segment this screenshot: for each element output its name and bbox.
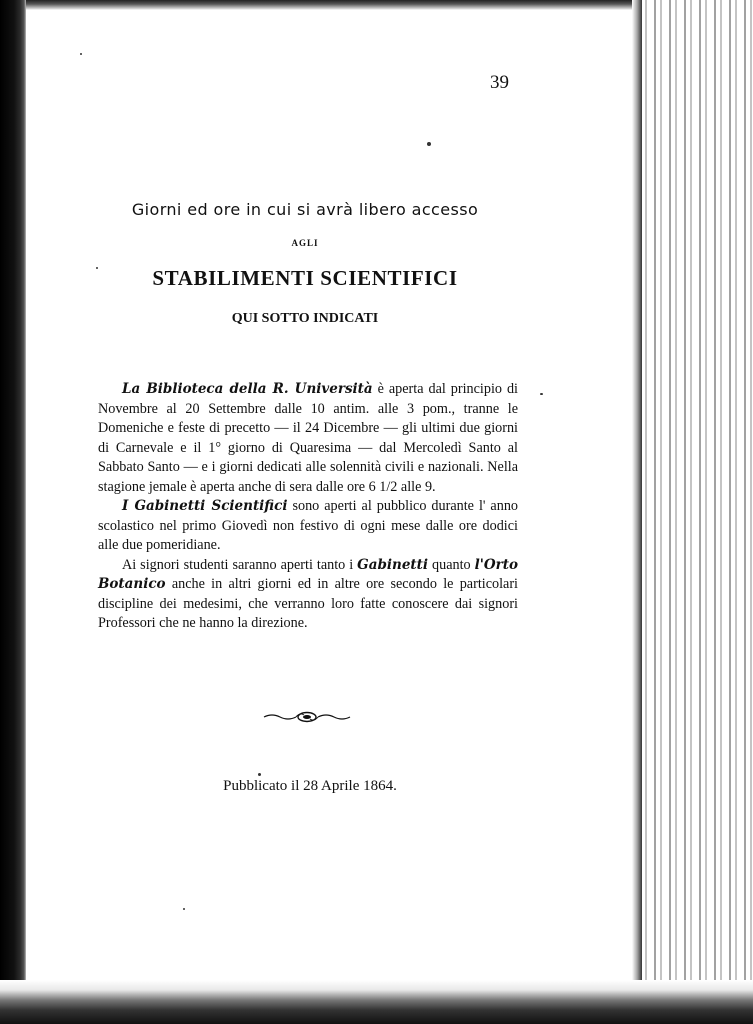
scan-speck xyxy=(183,908,185,910)
paragraph-text: quanto xyxy=(428,556,475,573)
scan-speck xyxy=(258,773,261,776)
paragraph-text: sono aperti al pubblico durante l' anno scolastico nel primo Giovedì non festivo di ogni mese dalle ore dodici alle due pomeridiane. xyxy=(98,498,519,553)
paragraph-text: è aperta dal principio di Novembre al 20 Settembre dalle 10 antim. alle 3 pom., tranne le Domeniche e feste di precetto — il 24 Dicembre — gli ultimi due giorni di Carnevale e il 1° giorno di Quaresima — dal Mercoledì Santo al Sabbato Santo — e i giorni dedicati alle solennità civili e nazionali. Nella stagione jemale è aperta anche di sera dalle ore 6 1/2 alle 9. xyxy=(98,381,518,495)
page-gutter-shadow xyxy=(632,0,642,1024)
book-page-edges xyxy=(636,0,753,1024)
paragraph-biblioteca xyxy=(98,380,518,497)
scan-left-edge xyxy=(0,0,26,1024)
page-number: 39 xyxy=(490,72,509,93)
heading-subtitle: QUI SOTTO INDICATI xyxy=(231,311,379,326)
scan-bottom-edge xyxy=(0,980,753,1024)
emph-orto-botanico: l'Orto Botanico xyxy=(98,556,518,592)
paragraph-text: anche in altri giorni ed in altre ore secondo le particolari discipline dei medesimi, che verranno loro fatte conoscere dai signori Professori che ne hanno la direzione. xyxy=(98,576,518,631)
ornament-divider xyxy=(262,710,352,724)
scan-speck xyxy=(96,267,98,269)
heading-line1: Giorni ed ore in cui si avrà libero accesso xyxy=(131,200,479,219)
paragraph-gabinetti xyxy=(98,497,518,556)
paragraph-studenti xyxy=(98,556,518,634)
emph-gabinetti-2: Gabinetti xyxy=(357,556,429,573)
scan-speck xyxy=(540,393,543,395)
body-text xyxy=(98,380,518,634)
heading-agli: AGLI xyxy=(291,238,319,248)
publication-date: Pubblicato il 28 Aprile 1864. xyxy=(223,778,397,794)
scan-speck xyxy=(427,142,431,146)
page-title: STABILIMENTI SCIENTIFICI xyxy=(152,266,458,290)
paragraph-text: Ai signori studenti saranno aperti tanto i xyxy=(122,556,358,573)
emph-biblioteca: La Biblioteca della R. Università xyxy=(122,381,373,397)
scan-speck xyxy=(80,53,82,55)
emph-gabinetti: I Gabinetti Scientifici xyxy=(122,498,288,514)
